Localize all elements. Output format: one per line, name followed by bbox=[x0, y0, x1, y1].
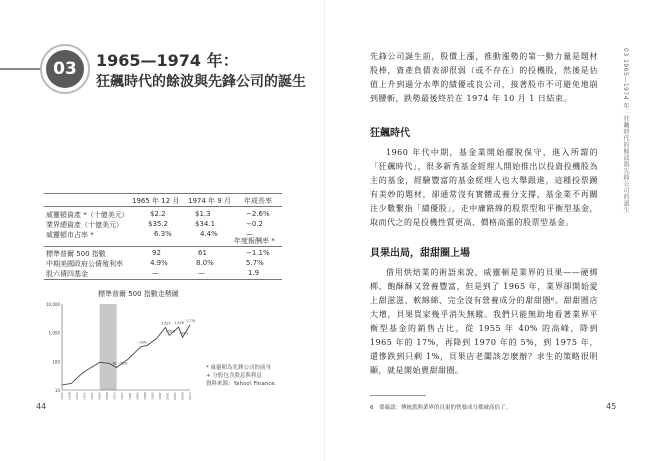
table-row-label: 股六債四基金 bbox=[46, 270, 88, 278]
table-cell: 4.9% bbox=[150, 259, 168, 267]
y-tick-label: 10,000 bbox=[46, 302, 60, 307]
data-label: −52% bbox=[178, 331, 189, 336]
table-cell: — bbox=[152, 269, 159, 277]
chart-notes bbox=[206, 364, 276, 388]
y-tick-label: 100 bbox=[52, 359, 60, 365]
chart-note: + 分股包含股息與利息 bbox=[206, 373, 262, 379]
paragraph: 先鋒公司誕生前，股價上漲，推動漲勢的第一動力量是題材股棒，資產負債表卻很弱（或不存在）的投機股，然後是估值上升到過分水準的績優或良公司，接著股市不可避免地崩到腰斬，跌勢最後終於在 1974 年 10 月 1 日結束。 bbox=[370, 52, 598, 103]
x-tick-label: 1993 bbox=[150, 392, 155, 400]
table-cell: 61 bbox=[198, 249, 207, 257]
chapter-title-line1: 1965—1974 年： bbox=[96, 51, 239, 70]
table-cell: −0.2 bbox=[246, 220, 263, 228]
table-bottom-rule bbox=[44, 279, 282, 280]
data-label: −50% bbox=[165, 329, 176, 334]
table-header: 1974 年 9 月 bbox=[188, 197, 231, 205]
paragraph: 借用烘焙業的術語來說，威靈頓是業界的貝果——硬梆梆、飽酥酥又營養豐富，但是到了 1965 年，業界卻開始愛上甜滋滋、軟綿綿、完全沒有營養成分的甜甜圈⁶。甜甜圈店大增，貝果買家幾乎消失無蹤。我們只能無助地看著業界平衡型基金的銷售占比，從 1955 年 40% 的高峰，降到 1965 年的 17%，再降到 1970 年的 5%，到 1975 年，還慘跌到只剩 1%，貝果店老闆該怎麼辦？求生的策略很明顯，就是開始賣甜甜圈。 bbox=[370, 268, 598, 375]
x-tick-label: 2009 bbox=[180, 392, 185, 400]
chapter-number: 03 bbox=[46, 50, 84, 88]
table-cell: 5.7% bbox=[246, 259, 264, 267]
data-label: −33% bbox=[137, 340, 147, 345]
table-cell: −2.6% bbox=[246, 210, 270, 218]
x-tick-label: 1965 bbox=[97, 392, 102, 400]
data-label: 1,576 bbox=[174, 321, 184, 326]
chart-note: 資料來源：Yahoo! Finance. bbox=[206, 381, 277, 387]
table-subheader: 年度報酬率 * bbox=[234, 237, 275, 245]
table-cell: 4.4% bbox=[200, 230, 218, 238]
chapter-title-line2: 狂飆時代的餘波與先鋒公司的誕生 bbox=[96, 74, 306, 90]
x-tick-label: 1997 bbox=[157, 392, 162, 400]
x-tick-label: 1989 bbox=[142, 392, 147, 400]
table-row-label: 威靈頓市占率 * bbox=[46, 231, 94, 239]
table-row-label: 業界總資產（十億美元） bbox=[46, 221, 123, 229]
section-heading: 狂飆時代 bbox=[370, 128, 410, 139]
table-cell: $35.2 bbox=[148, 220, 169, 228]
table-cell: — bbox=[198, 269, 205, 277]
footnote-rule bbox=[370, 395, 426, 396]
table-row-label: 標準普爾 500 指數 bbox=[46, 250, 106, 258]
chart-title: 標準普爾 500 指數走勢圖 bbox=[98, 290, 179, 298]
x-tick-label: 1985 bbox=[135, 392, 140, 400]
table-cell: 92 bbox=[152, 249, 161, 257]
table-cell: −1.1% bbox=[246, 249, 270, 257]
data-label: 1,527 bbox=[161, 321, 171, 326]
x-tick-label: 1957 bbox=[82, 392, 87, 400]
table-top-rule bbox=[44, 193, 282, 194]
chart bbox=[40, 298, 210, 402]
table-header-rule bbox=[44, 206, 282, 207]
x-tick-label: 2013 bbox=[188, 392, 192, 400]
paragraph: 1960 年代中期，基金業開始擺脫保守，進入所謂的「狂飆時代」，很多新秀基金經理人開始推出以投資投機股為主的基金，經驗豐富的基金經理人也大舉跟進，這種投票踴有美妙的題材，卻通常沒有實體或養分支撐，基金業不再關注少數繫指「績優股」，走中庸路線的股票型和平衡型基金，取而代之的是投機性質更高、價格高漲的股票型基金。 bbox=[370, 148, 598, 227]
section-heading: 貝果出局，甜甜圈上場 bbox=[370, 248, 470, 259]
series-line bbox=[62, 325, 190, 385]
data-label: 1,774 bbox=[186, 319, 196, 324]
x-tick-label: 1969 bbox=[105, 392, 110, 400]
table-cell: — bbox=[246, 230, 253, 238]
y-tick-label: 1,000 bbox=[48, 330, 60, 336]
x-tick-label: 1973 bbox=[112, 392, 117, 400]
page-number-right: 45 bbox=[606, 402, 617, 411]
table-cell: $2.2 bbox=[150, 210, 166, 218]
side-tab-text: 1965—1974 年：狂飆時代的餘波與先鋒公司的誕生 bbox=[622, 59, 629, 214]
table-cell: 6.3% bbox=[154, 230, 172, 238]
table-cell: 1.9 bbox=[248, 269, 260, 277]
chart-note: * 威靈頓為先鋒公司的前身 bbox=[206, 365, 271, 371]
table-row-label: 中期美國政府公債殖利率 bbox=[46, 260, 123, 268]
side-chapter-tab bbox=[620, 48, 630, 213]
chapter-rule bbox=[0, 68, 40, 70]
table-cell: 8.0% bbox=[196, 259, 214, 267]
footnote: 6 要確認：傳統派與業界的貝果的營養成分都被高估了。 bbox=[370, 405, 512, 411]
table-cell: $34.1 bbox=[195, 220, 216, 228]
table-mid-rule bbox=[44, 246, 282, 247]
table-header: 年成長率 bbox=[244, 197, 272, 205]
x-tick-label: 1981 bbox=[127, 392, 132, 400]
y-tick-label: 10 bbox=[54, 388, 60, 393]
x-tick-label: 2001 bbox=[165, 392, 170, 400]
page-number-left: 44 bbox=[36, 402, 47, 411]
data-label: 61 −50% bbox=[112, 361, 128, 366]
shaded-period bbox=[100, 304, 117, 390]
table-header: 1965 年 12 月 bbox=[132, 197, 180, 205]
x-tick-label: 1945 bbox=[60, 392, 64, 400]
table-cell: $1.3 bbox=[195, 210, 211, 218]
x-tick-label: 1953 bbox=[75, 392, 80, 400]
x-tick-label: 2005 bbox=[172, 392, 177, 400]
x-tick-label: 1949 bbox=[67, 392, 72, 400]
x-tick-label: 1961 bbox=[90, 392, 95, 400]
x-tick-label: 1977 bbox=[120, 392, 125, 400]
table-row-label: 威靈頓資產 *（十億美元） bbox=[46, 211, 129, 219]
side-tab-number: 03 bbox=[622, 48, 629, 57]
